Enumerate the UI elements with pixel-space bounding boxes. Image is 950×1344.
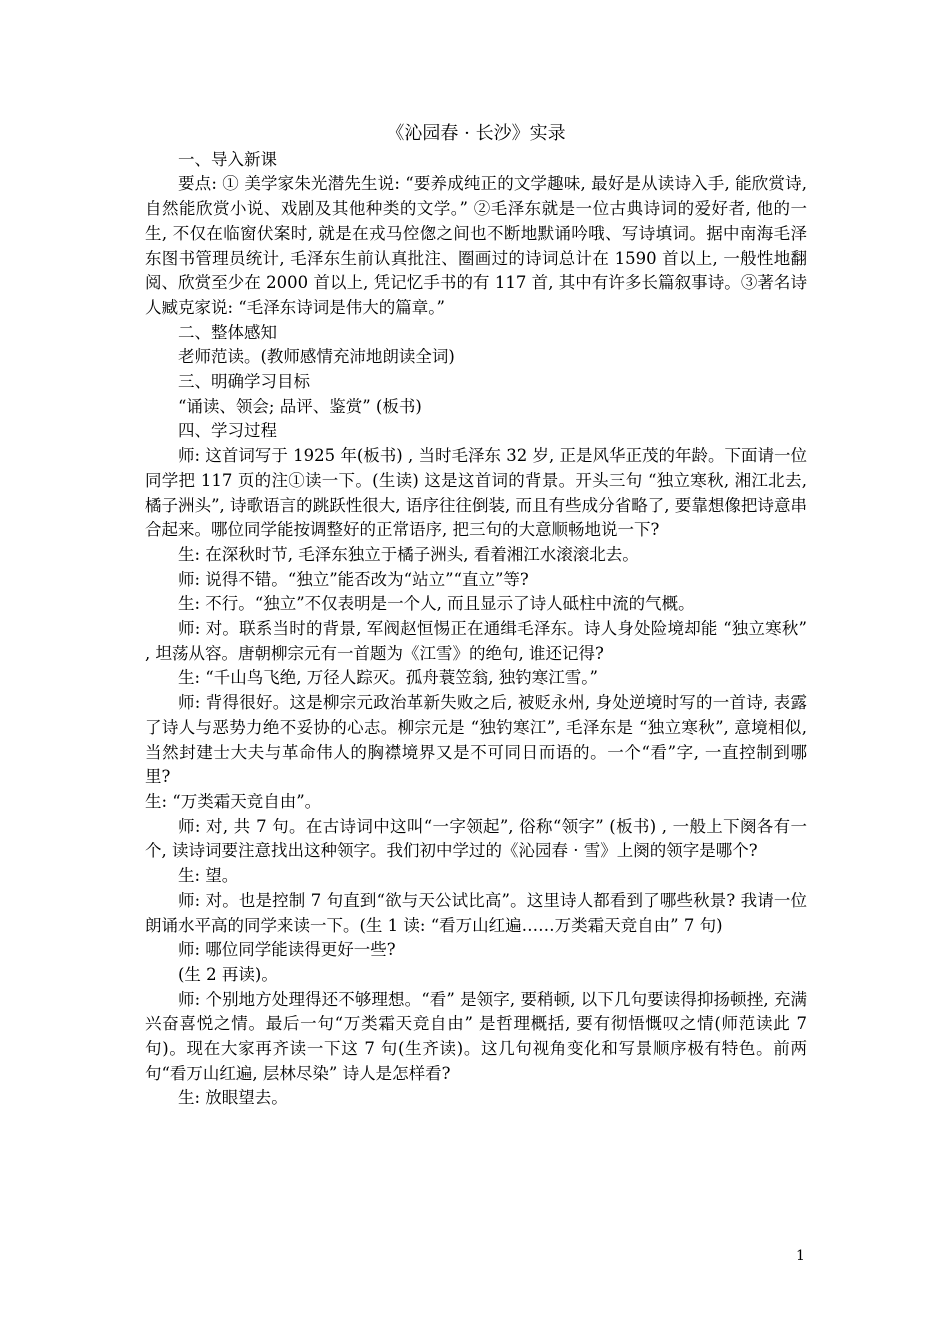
paragraph: 四、学习过程 xyxy=(178,421,277,441)
paragraph: 生: 望。 xyxy=(178,866,239,886)
paragraph: 师: 背得很好。这是柳宗元政治革新失败之后, 被贬永州, 身处逆境时写的一首诗, 表露了诗人与恶势力绝不妥协的心志。柳宗元是 “独钓寒江”, 毛泽东是 “独立寒秋”, 意境相似, 当然封建士大夫与革命伟人的胸襟境界又是不可同日而语的。一个“看”字, 一直控制到哪里? xyxy=(145,693,807,787)
paragraph-list xyxy=(145,148,807,1111)
paragraph: 老师范读。(教师感情充沛地朗读全词) xyxy=(178,347,455,367)
paragraph: 要点: ① 美学家朱光潜先生说: “要养成纯正的文学趣味, 最好是从读诗入手, 能欣赏诗, 自然能欣赏小说、戏剧及其他种类的文学。” ②毛泽东就是一位古典诗词的爱好者, 他的一生, 不仅在临窗伏案时, 就是在戎马倥偬之间也不断地默诵吟哦、写诗填词。据中南海毛泽东图书管理员统计, 毛泽东生前认真批注、圈画过的诗词总计在 1590 首以上, 一般性地翻阅、欣赏至少在 2000 首以上, 凭记忆手书的有 117 首, 其中有许多长篇叙事诗。③著名诗人臧克家说: “毛泽东诗词是伟大的篇章。” xyxy=(145,174,807,317)
paragraph: 师: 对。也是控制 7 句直到“欲与天公试比高”。这里诗人都看到了哪些秋景? 我请一位朗诵水平高的同学来读一下。(生 1 读: “看万山红遍……万类霜天竞自由” 7 句) xyxy=(145,890,807,935)
paragraph: 师: 哪位同学能读得更好一些? xyxy=(178,940,396,960)
page-number: 1 xyxy=(796,1248,805,1264)
paragraph: 一、导入新课 xyxy=(178,149,277,169)
paragraph: 师: 个别地方处理得还不够理想。“看” 是领字, 要稍顿, 以下几句要读得抑扬顿挫, 充满兴奋喜悦之情。最后一句“万类霜天竞自由” 是哲理概括, 要有彻悟慨叹之情(师范读此 7 句)。现在大家再齐读一下这 7 句(生齐读)。这几句视角变化和写景顺序极有特色。前两句“看万山红遍, 层林尽染” 诗人是怎样看? xyxy=(145,989,807,1083)
paragraph: 生: “万类霜天竞自由”。 xyxy=(145,791,322,811)
document-body xyxy=(145,122,807,1111)
paragraph: 生: 不行。“独立”不仅表明是一个人, 而且显示了诗人砥柱中流的气概。 xyxy=(178,594,695,614)
paragraph: 生: “千山鸟飞绝, 万径人踪灭。孤舟蓑笠翁, 独钓寒江雪。” xyxy=(178,668,598,688)
document-title: 《沁园春 · 长沙》实录 xyxy=(386,123,566,144)
paragraph: 三、明确学习目标 xyxy=(178,372,310,392)
paragraph: 生: 放眼望去。 xyxy=(178,1088,288,1108)
paragraph: 师: 对, 共 7 句。在古诗词中这叫“一字领起”, 俗称“领字” (板书) , 一般上下阕各有一个, 读诗词要注意找出这种领字。我们初中学过的《沁园春 · 雪》上阕的领字是哪个? xyxy=(145,816,807,861)
paragraph: 师: 这首词写于 1925 年(板书) , 当时毛泽东 32 岁, 正是风华正茂的年龄。下面请一位同学把 117 页的注①读一下。(生读) 这是这首词的背景。开头三句 “独立寒秋, 湘江北去, 橘子洲头”, 诗歌语言的跳跃性很大, 语序往往倒装, 而且有些成分省略了, 要靠想像把诗意串合起来。哪位同学能按调整好的正常语序, 把三句的大意顺畅地说一下? xyxy=(145,446,807,540)
paragraph: 师: 说得不错。“独立”能否改为“站立”“直立”等? xyxy=(178,569,529,589)
paragraph: 生: 在深秋时节, 毛泽东独立于橘子洲头, 看着湘江水滚滚北去。 xyxy=(178,544,639,564)
paragraph: 二、整体感知 xyxy=(178,322,277,342)
paragraph: 师: 对。联系当时的背景, 军阀赵恒惕正在通缉毛泽东。诗人身处险境却能 “独立寒秋” , 坦荡从容。唐朝柳宗元有一首题为《江雪》的绝句, 谁还记得? xyxy=(145,619,807,663)
paragraph: (生 2 再读)。 xyxy=(178,964,278,984)
paragraph: “诵读、领会; 品评、鉴赏” (板书) xyxy=(178,396,422,416)
